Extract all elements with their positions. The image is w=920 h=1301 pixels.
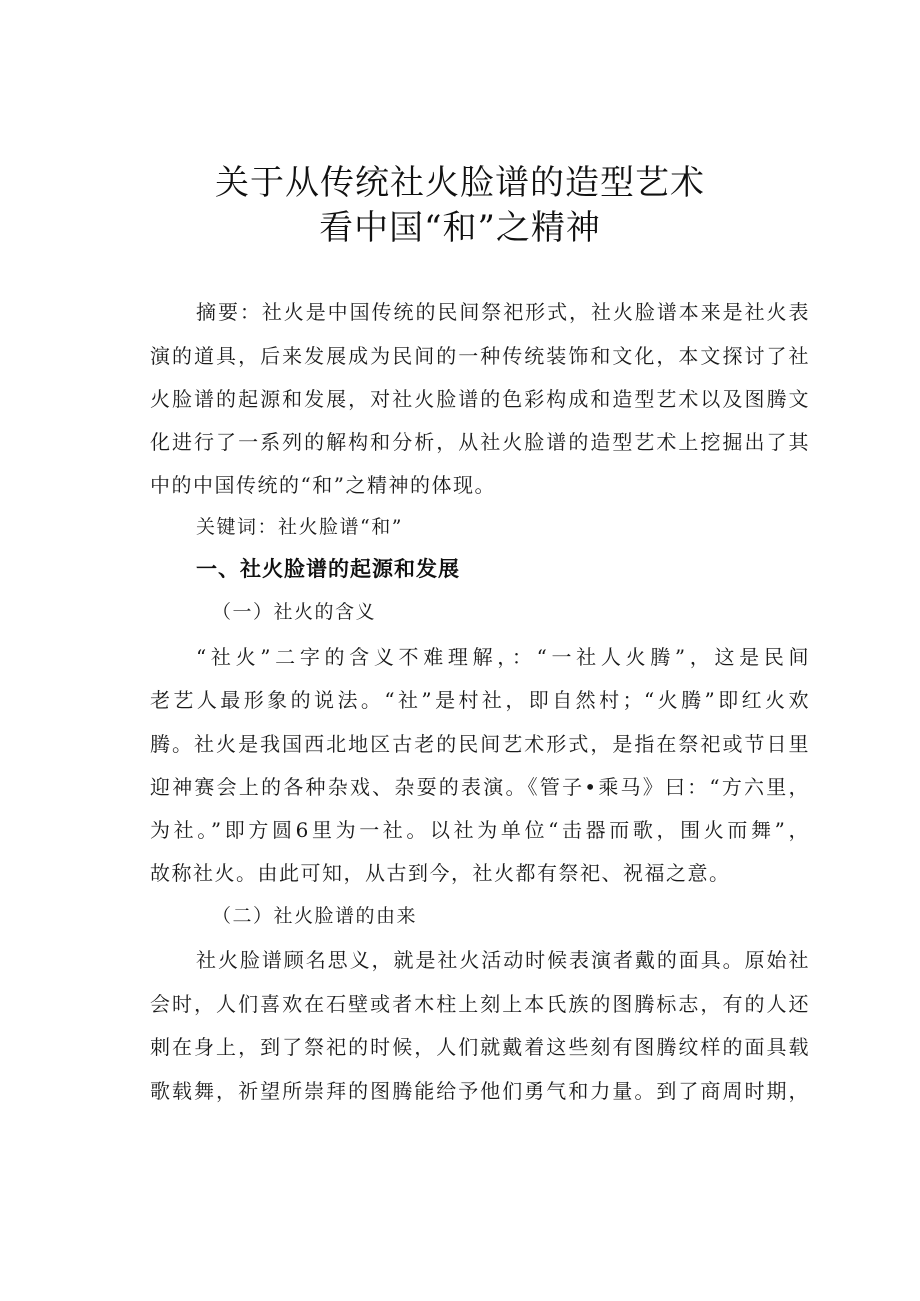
body-line: 迎神赛会上的各种杂戏、杂耍的表演。《管子•乘马》曰：“方六里， xyxy=(150,775,810,799)
abstract-line: 摘要：社火是中国传统的民间祭祀形式，社火脸谱本来是社火表 xyxy=(196,300,810,324)
subsection-heading: （二）社火脸谱的由来 xyxy=(212,905,418,927)
body-line: 歌载舞，祈望所崇拜的图腾能给予他们勇气和力量。到了商周时期， xyxy=(150,1079,810,1103)
abstract-line: 化进行了一系列的解构和分析，从社火脸谱的造型艺术上挖掘出了其 xyxy=(150,430,810,454)
title-line-2: 看中国“和”之精神 xyxy=(319,208,601,248)
abstract-line: 演的道具，后来发展成为民间的一种传统装饰和文化，本文探讨了社 xyxy=(150,344,810,368)
body-line: “社火”二字的含义不难理解，：“一社人火腾”，这是民间 xyxy=(196,645,810,669)
body-line: 故称社火。由此可知，从古到今，社火都有祭祀、祝福之意。 xyxy=(150,861,731,885)
body-line: 老艺人最形象的说法。“社”是村社，即自然村；“火腾”即红火欢 xyxy=(150,688,810,712)
body-line: 为社。”即方圆6里为一社。以社为单位“击器而歌，围火而舞”， xyxy=(150,818,810,842)
body-line: 社火脸谱顾名思义，就是社火活动时候表演者戴的面具。原始社 xyxy=(196,948,810,972)
body-line: 刺在身上，到了祭祀的时候，人们就戴着这些刻有图腾纹样的面具载 xyxy=(150,1035,810,1059)
keywords: 关键词：社火脸谱“和” xyxy=(196,516,403,538)
subsection-heading: （一）社火的含义 xyxy=(212,601,377,623)
section-heading: 一、社火脸谱的起源和发展 xyxy=(196,557,460,581)
body-line: 会时，人们喜欢在石壁或者木柱上刻上本氏族的图腾标志，有的人还 xyxy=(150,992,810,1016)
abstract-line: 火脸谱的起源和发展，对社火脸谱的色彩构成和造型艺术以及图腾文 xyxy=(150,387,810,411)
body-line: 腾。社火是我国西北地区古老的民间艺术形式，是指在祭祀或节日里 xyxy=(150,732,810,756)
abstract-line: 中的中国传统的“和”之精神的体现。 xyxy=(150,473,496,497)
title-line-1: 关于从传统社火脸谱的造型艺术 xyxy=(215,163,705,203)
